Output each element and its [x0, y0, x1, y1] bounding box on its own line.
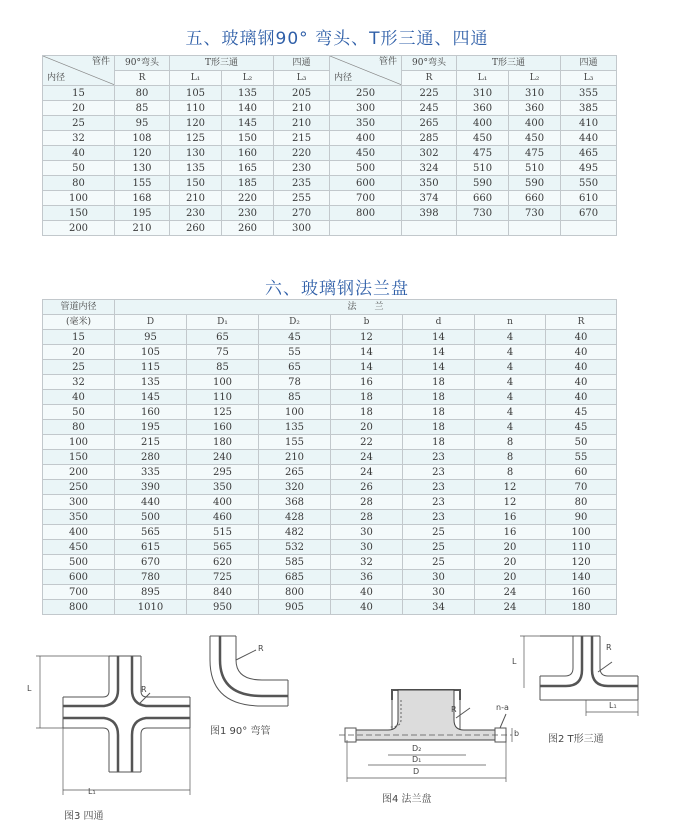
fig4-caption: 图4 法兰盘: [382, 794, 432, 805]
table-cell: 475: [457, 146, 509, 161]
table-cell: 16: [475, 510, 546, 525]
table-cell: 195: [115, 420, 187, 435]
table-cell: 70: [546, 480, 617, 495]
table-cell: 23: [403, 450, 475, 465]
table-cell: 168: [115, 191, 170, 206]
table-cell: 20: [43, 345, 115, 360]
table-cell: 24: [331, 465, 403, 480]
table-cell: 85: [187, 360, 259, 375]
table-cell: 130: [170, 146, 222, 161]
table-cell: 25: [403, 555, 475, 570]
pipe-dia-header: 管道内径: [43, 300, 115, 315]
fig3-caption: 图3 四通: [64, 811, 104, 822]
table-cell: 135: [170, 161, 222, 176]
table-cell: 12: [475, 480, 546, 495]
table-cell: 235: [274, 176, 330, 191]
table-cell: 14: [403, 345, 475, 360]
table-cell: 20: [43, 101, 115, 116]
table-cell: 590: [509, 176, 561, 191]
table-cell: 16: [475, 525, 546, 540]
table-cell: 155: [115, 176, 170, 191]
table-cell: 50: [43, 405, 115, 420]
table-cell: 12: [475, 495, 546, 510]
table-cell: 585: [259, 555, 331, 570]
table-cell: 100: [43, 435, 115, 450]
table-cell: 28: [331, 495, 403, 510]
fig2-caption: 图2 T形三通: [548, 734, 604, 745]
table-cell: 440: [561, 131, 617, 146]
table-cell: 100: [546, 525, 617, 540]
table-cell: 180: [546, 600, 617, 615]
table-cell: 310: [457, 86, 509, 101]
table-cell: 78: [259, 375, 331, 390]
table-cell: 195: [115, 206, 170, 221]
table-cell: 24: [475, 600, 546, 615]
table-cell: 400: [509, 116, 561, 131]
table-cell: 180: [187, 435, 259, 450]
table-cell: 15: [43, 330, 115, 345]
table-cell: 482: [259, 525, 331, 540]
table-cell: 510: [509, 161, 561, 176]
table-cell: 145: [222, 116, 274, 131]
col-R: R: [546, 315, 617, 330]
table-cell: 32: [43, 375, 115, 390]
cross-fitting-drawing: [36, 656, 190, 795]
flange-drawing: [339, 690, 512, 782]
table-cell: 4: [475, 405, 546, 420]
tee-drawing: [520, 636, 638, 716]
table-cell: 450: [330, 146, 402, 161]
table-cell: 620: [187, 555, 259, 570]
table-cell: 100: [43, 191, 115, 206]
table-cell: 8: [475, 435, 546, 450]
flange-D-label: D: [413, 767, 420, 776]
table-cell: 34: [403, 600, 475, 615]
tee-R-label: R: [606, 643, 612, 652]
table-cell: 400: [187, 495, 259, 510]
table-cell: 730: [457, 206, 509, 221]
table-cell: 24: [331, 450, 403, 465]
table-cell: 110: [170, 101, 222, 116]
table-cell: 260: [222, 221, 274, 236]
table-cell: 22: [331, 435, 403, 450]
table-cell: 215: [274, 131, 330, 146]
table-cell: 600: [43, 570, 115, 585]
table-cell: 18: [403, 435, 475, 450]
table-cell: 18: [403, 390, 475, 405]
table-cell: 160: [222, 146, 274, 161]
table-cell: 18: [331, 390, 403, 405]
table-cell: 495: [561, 161, 617, 176]
table-cell: 302: [402, 146, 457, 161]
table-cell: 450: [43, 540, 115, 555]
cross-L1-label: L₁: [88, 787, 96, 796]
table-cell: 20: [475, 555, 546, 570]
inner-dia-label: 内径: [47, 73, 66, 83]
elbow-header: 90°弯头: [402, 56, 457, 71]
col-L3: L₃: [274, 71, 330, 86]
table-cell: 125: [170, 131, 222, 146]
col-D1: D₁: [187, 315, 259, 330]
flange-R-label: R: [451, 705, 457, 714]
table-cell: 205: [274, 86, 330, 101]
table-cell: 40: [546, 390, 617, 405]
tee-header: T形三通: [170, 56, 274, 71]
table-cell: 450: [457, 131, 509, 146]
table-cell: 120: [546, 555, 617, 570]
table-cell: 45: [546, 420, 617, 435]
table-cell: 350: [43, 510, 115, 525]
table-cell: 800: [330, 206, 402, 221]
table-cell: 225: [402, 86, 457, 101]
table-cell: 800: [43, 600, 115, 615]
table-cell: 840: [187, 585, 259, 600]
elbow-drawing: [210, 636, 288, 706]
table-cell: 230: [222, 206, 274, 221]
table-cell: 32: [331, 555, 403, 570]
table-cell: 215: [115, 435, 187, 450]
table-cell: 65: [259, 360, 331, 375]
table-cell: 300: [274, 221, 330, 236]
cross-header: 四通: [274, 56, 330, 71]
table-cell: 60: [546, 465, 617, 480]
table-cell: 210: [115, 221, 170, 236]
table-cell: 515: [187, 525, 259, 540]
table-cell: 265: [402, 116, 457, 131]
fig1-caption: 图1 90° 弯管: [210, 726, 271, 737]
table-cell: 390: [115, 480, 187, 495]
table-cell: 300: [43, 495, 115, 510]
table-cell: 30: [331, 540, 403, 555]
table-cell: 80: [43, 176, 115, 191]
table-cell: 210: [274, 101, 330, 116]
table-cell: 230: [170, 206, 222, 221]
table-cell: 270: [274, 206, 330, 221]
table-cell: 475: [509, 146, 561, 161]
table-cell: 565: [187, 540, 259, 555]
table-cell: 450: [509, 131, 561, 146]
col-b: b: [331, 315, 403, 330]
table-cell: 265: [259, 465, 331, 480]
table-cell: 210: [274, 116, 330, 131]
table-cell: 40: [546, 360, 617, 375]
table-cell: 18: [403, 375, 475, 390]
table-cell: 30: [331, 525, 403, 540]
table-cell: 800: [259, 585, 331, 600]
table-cell: 32: [43, 131, 115, 146]
elbow-R-label: R: [258, 644, 264, 653]
table-cell: 700: [43, 585, 115, 600]
table-cell: 23: [403, 495, 475, 510]
table-cell: 660: [509, 191, 561, 206]
table-cell: 385: [561, 101, 617, 116]
table-cell: 80: [546, 495, 617, 510]
table-cell: 150: [170, 176, 222, 191]
inner-dia-label: 内径: [334, 73, 353, 83]
table-cell: 20: [475, 570, 546, 585]
table-cell: 18: [331, 405, 403, 420]
table-cell: 85: [259, 390, 331, 405]
table-cell: 14: [331, 345, 403, 360]
table-cell: 80: [43, 420, 115, 435]
table-cell: 240: [187, 450, 259, 465]
table-cell: 440: [115, 495, 187, 510]
table-cell: 110: [187, 390, 259, 405]
table-cell: 26: [331, 480, 403, 495]
table-cell: 165: [222, 161, 274, 176]
table-cell: 14: [403, 360, 475, 375]
table-cell: 40: [546, 375, 617, 390]
table-cell: 23: [403, 480, 475, 495]
table-cell: 16: [331, 375, 403, 390]
table-cell: 360: [509, 101, 561, 116]
table-cell: 368: [259, 495, 331, 510]
table-cell: 140: [546, 570, 617, 585]
table-cell: 4: [475, 420, 546, 435]
table-cell: 200: [43, 221, 115, 236]
table-cell: 250: [330, 86, 402, 101]
table-cell: 8: [475, 450, 546, 465]
table-cell: 250: [43, 480, 115, 495]
table-cell: 50: [546, 435, 617, 450]
table-cell: 1010: [115, 600, 187, 615]
table-cell: 100: [259, 405, 331, 420]
table-cell: 335: [115, 465, 187, 480]
table-cell: 400: [43, 525, 115, 540]
table-cell: 14: [403, 330, 475, 345]
table-cell: 20: [475, 540, 546, 555]
table-cell: 210: [170, 191, 222, 206]
table-cell: 8: [475, 465, 546, 480]
table-cell: 324: [402, 161, 457, 176]
table-cell: 700: [330, 191, 402, 206]
table-cell: 95: [115, 330, 187, 345]
col-R: R: [402, 71, 457, 86]
table-cell: 150: [222, 131, 274, 146]
table-cell: 4: [475, 375, 546, 390]
table-cell: 135: [115, 375, 187, 390]
table-cell: 20: [331, 420, 403, 435]
table-cell: 25: [43, 360, 115, 375]
table-cell: 130: [115, 161, 170, 176]
table-cell: 260: [170, 221, 222, 236]
table-cell: 730: [509, 206, 561, 221]
table-cell: 14: [331, 360, 403, 375]
col-L1: L₁: [170, 71, 222, 86]
table-cell: 150: [43, 206, 115, 221]
fitting-label: 管件: [91, 57, 110, 67]
table-cell: 905: [259, 600, 331, 615]
table-cell: 12: [331, 330, 403, 345]
table-cell: 65: [187, 330, 259, 345]
table-cell: 160: [546, 585, 617, 600]
flange-na-label: n-a: [496, 703, 509, 712]
table-cell: 30: [403, 570, 475, 585]
col-R: R: [115, 71, 170, 86]
table-cell: 135: [259, 420, 331, 435]
col-L2: L₂: [509, 71, 561, 86]
table-cell: 374: [402, 191, 457, 206]
table-cell: 615: [115, 540, 187, 555]
table-cell: 23: [403, 510, 475, 525]
table-cell: 685: [259, 570, 331, 585]
table-cell: 120: [170, 116, 222, 131]
table-cell: 780: [115, 570, 187, 585]
table-cell: 36: [331, 570, 403, 585]
table-cell: 40: [546, 330, 617, 345]
table-cell: 350: [330, 116, 402, 131]
table-cell: 280: [115, 450, 187, 465]
flange-b-label: b: [514, 729, 520, 738]
table-cell: 40: [43, 146, 115, 161]
table-cell: 45: [546, 405, 617, 420]
table-cell: 18: [403, 420, 475, 435]
table-cell: 160: [115, 405, 187, 420]
table-cell: 110: [546, 540, 617, 555]
table-cell: 50: [43, 161, 115, 176]
table-cell: 108: [115, 131, 170, 146]
table-cell: 75: [187, 345, 259, 360]
table-cell: 550: [561, 176, 617, 191]
table-cell: 255: [274, 191, 330, 206]
table-cell: 28: [331, 510, 403, 525]
table-cell: 135: [222, 86, 274, 101]
col-D: D: [115, 315, 187, 330]
table-cell: 155: [259, 435, 331, 450]
table-cell: 185: [222, 176, 274, 191]
table-cell: 590: [457, 176, 509, 191]
table-cell: 145: [115, 390, 187, 405]
table-cell: 670: [115, 555, 187, 570]
table-cell: 55: [259, 345, 331, 360]
tee-L1-label: L₁: [609, 701, 617, 710]
table-cell: 24: [475, 585, 546, 600]
table-cell: 115: [115, 360, 187, 375]
table-cell: 120: [115, 146, 170, 161]
table-cell: 350: [187, 480, 259, 495]
table-cell: 500: [330, 161, 402, 176]
section6-title: 六、玻璃钢法兰盘: [265, 279, 409, 299]
table-cell: 428: [259, 510, 331, 525]
table-cell: 25: [403, 525, 475, 540]
table-cell: 80: [115, 86, 170, 101]
table-cell: 600: [330, 176, 402, 191]
col-L3: L₃: [561, 71, 617, 86]
table-cell: 150: [43, 450, 115, 465]
table-cell: 30: [403, 585, 475, 600]
table-cell: 4: [475, 390, 546, 405]
table-cell: 85: [115, 101, 170, 116]
table-cell: 670: [561, 206, 617, 221]
table-cell: 23: [403, 465, 475, 480]
table-cell: 950: [187, 600, 259, 615]
table-cell: 230: [274, 161, 330, 176]
cross-L-label: L: [27, 684, 32, 693]
table-cell: 105: [115, 345, 187, 360]
table-cell: 15: [43, 86, 115, 101]
col-n: n: [475, 315, 546, 330]
table-cell: 95: [115, 116, 170, 131]
table-cell: 500: [43, 555, 115, 570]
table-cell: 40: [43, 390, 115, 405]
table-cell: 160: [187, 420, 259, 435]
table-cell: 210: [259, 450, 331, 465]
table-cell: 220: [274, 146, 330, 161]
flange-header: 法 兰: [115, 300, 617, 315]
table-cell: 200: [43, 465, 115, 480]
table-cell: 400: [457, 116, 509, 131]
fitting-label: 管件: [379, 57, 398, 67]
table-cell: 285: [402, 131, 457, 146]
table-cell: 510: [457, 161, 509, 176]
table-cell: 220: [222, 191, 274, 206]
table-cell: 295: [187, 465, 259, 480]
section5-title: 五、玻璃钢90° 弯头、T形三通、四通: [185, 29, 489, 49]
table-cell: 465: [561, 146, 617, 161]
table-cell: 565: [115, 525, 187, 540]
table-cell: 40: [546, 345, 617, 360]
table-cell: 140: [222, 101, 274, 116]
table-cell: 40: [331, 585, 403, 600]
table-cell: 90: [546, 510, 617, 525]
table-cell: 398: [402, 206, 457, 221]
table-cell: 300: [330, 101, 402, 116]
table-cell: 125: [187, 405, 259, 420]
table-cell: 100: [187, 375, 259, 390]
flange-D1-label: D₁: [412, 755, 422, 764]
table-cell: 460: [187, 510, 259, 525]
tee-L-label: L: [512, 657, 517, 666]
table-cell: 55: [546, 450, 617, 465]
tee-header: T形三通: [457, 56, 561, 71]
table-cell: 500: [115, 510, 187, 525]
cross-R-label: R: [141, 685, 147, 694]
table-cell: 40: [331, 600, 403, 615]
table-cell: 400: [330, 131, 402, 146]
col-L2: L₂: [222, 71, 274, 86]
table-cell: 105: [170, 86, 222, 101]
table-cell: 350: [402, 176, 457, 191]
table-cell: 355: [561, 86, 617, 101]
col-D2: D₂: [259, 315, 331, 330]
table-cell: 45: [259, 330, 331, 345]
table-cell: 895: [115, 585, 187, 600]
table-cell: 410: [561, 116, 617, 131]
table-cell: 245: [402, 101, 457, 116]
col-d: d: [403, 315, 475, 330]
table-cell: 4: [475, 345, 546, 360]
table-cell: 25: [43, 116, 115, 131]
table-cell: 18: [403, 405, 475, 420]
table-cell: 320: [259, 480, 331, 495]
flange-D2-label: D₂: [412, 744, 422, 753]
table-cell: 4: [475, 360, 546, 375]
table-cell: 725: [187, 570, 259, 585]
table-cell: 4: [475, 330, 546, 345]
cross-header: 四通: [561, 56, 617, 71]
table-cell: 310: [509, 86, 561, 101]
table-cell: 532: [259, 540, 331, 555]
col-L1: L₁: [457, 71, 509, 86]
elbow-header: 90°弯头: [115, 56, 170, 71]
table-cell: 660: [457, 191, 509, 206]
table-cell: 610: [561, 191, 617, 206]
unit-header: (毫米): [43, 315, 115, 330]
table-cell: 25: [403, 540, 475, 555]
table-cell: 360: [457, 101, 509, 116]
